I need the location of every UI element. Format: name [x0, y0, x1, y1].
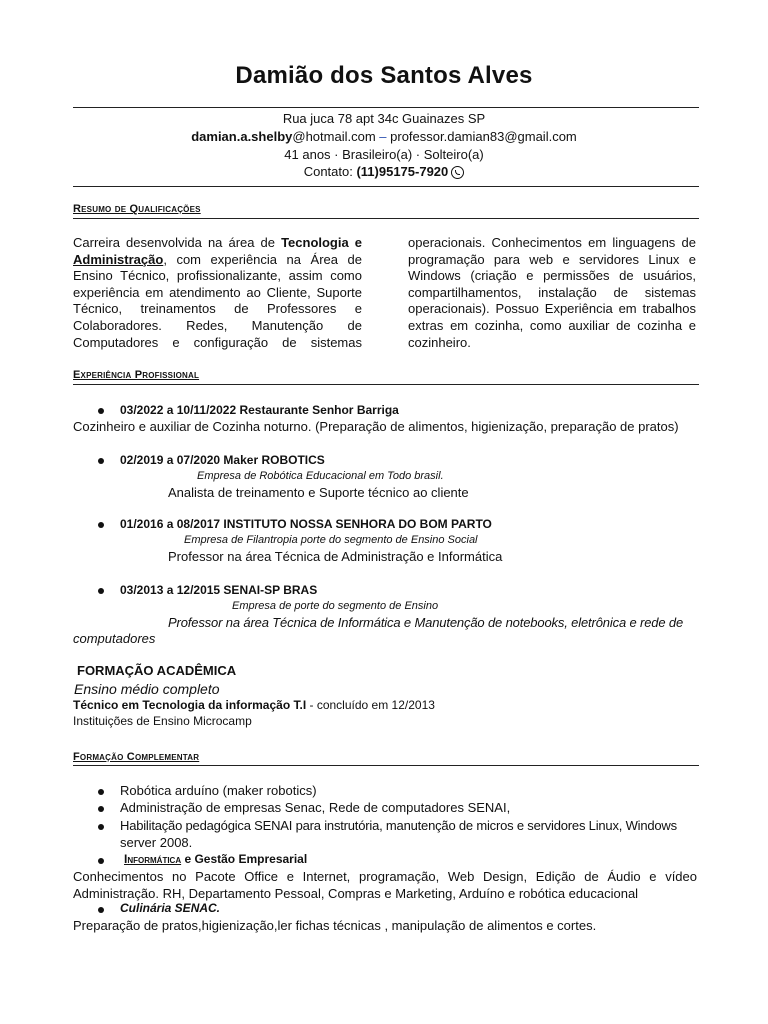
- summary-text: , com experiência na Área de: [163, 251, 362, 267]
- bullet-icon: [98, 408, 104, 414]
- email2[interactable]: professor.damian83@gmail.com: [390, 129, 577, 144]
- candidate-name: Damião dos Santos Alves: [235, 62, 533, 89]
- email1-user[interactable]: damian.a.shelby: [191, 129, 293, 144]
- summary-text: Ensino Técnico, profissionalizante, assim como: [73, 268, 362, 284]
- education-title: FORMAÇÃO ACADÊMICA: [77, 663, 237, 678]
- education-course: [73, 698, 435, 712]
- summary-rule: [73, 218, 699, 219]
- personal-info: 41 anos · Brasileiro(a) · Solteiro(a): [284, 147, 484, 162]
- list-item: Habilitação pedagógica SENAI para instrutória, manutenção de micros e servidores Linux, Windows: [120, 818, 677, 833]
- summary-text: cozinheiro.: [408, 334, 471, 350]
- summary-text: Colaboradores. Redes, Manutenção de: [73, 317, 362, 333]
- summary-text: Computadores e configuração de sistemas: [73, 334, 362, 350]
- informatica-subtitle: e Gestão Empresarial: [181, 852, 308, 866]
- contact-label: Contato:: [303, 164, 357, 179]
- job-heading: 03/2013 a 12/2015 SENAI-SP BRAS: [120, 583, 318, 597]
- culinary-heading: Culinária SENAC.: [120, 901, 221, 915]
- job-company: Empresa de Filantropia porte do segmento de Ensino Social: [184, 534, 478, 546]
- summary-text: compartilhamentos, instalação de sistemas: [408, 284, 696, 300]
- bullet-icon: [98, 588, 104, 594]
- summary-text: experiência em atendimento ao Cliente, Suporte: [73, 284, 362, 300]
- summary-keyword: Tecnologia e: [281, 235, 363, 250]
- job-company: Empresa de Robótica Educacional em Todo brasil.: [197, 470, 444, 482]
- email-separator: –: [379, 129, 387, 144]
- summary-text: Técnico, treinamentos de Professores e: [73, 301, 362, 317]
- contact-phone[interactable]: (11)95175-7920: [356, 164, 449, 179]
- summary-column-1: [73, 235, 362, 351]
- job-heading: 01/2016 a 08/2017 INSTITUTO NOSSA SENHORA DO BOM PARTO: [120, 517, 492, 531]
- summary-text: Carreira desenvolvida na área de: [73, 235, 282, 250]
- summary-text: Windows (criação e permissões de usuários,: [408, 268, 696, 284]
- experience-title: Experiência Profissional: [73, 369, 200, 381]
- list-item-continued: server 2008.: [120, 835, 193, 850]
- bullet-icon: [98, 789, 104, 795]
- job-role: Professor na área Técnica de Administração e Informática: [168, 549, 503, 564]
- whatsapp-icon: [451, 166, 464, 179]
- job-role-continued: computadores: [73, 631, 156, 646]
- bullet-icon: [98, 907, 104, 913]
- paragraph-line: Conhecimentos no Pacote Office e Internet, programação, Web Design, Edição de Áudio e vídeo: [73, 869, 697, 884]
- education-level: Ensino médio completo: [74, 681, 220, 697]
- bullet-icon: [98, 806, 104, 812]
- informatica-heading: [124, 852, 307, 866]
- informatica-title: Informática: [124, 852, 182, 866]
- address: Rua juca 78 apt 34c Guainazes SP: [282, 111, 486, 126]
- header-top-rule: [73, 107, 699, 108]
- paragraph-line: Administração. RH, Departamento Pessoal, Compras e Marketing, Arduíno e robótica educacional: [73, 885, 639, 901]
- experience-rule: [73, 384, 699, 385]
- job-heading: 02/2019 a 07/2020 Maker ROBOTICS: [120, 453, 325, 467]
- summary-title: Resumo de Qualificações: [73, 203, 201, 215]
- job-description: Cozinheiro e auxiliar de Cozinha noturno. (Preparação de alimentos, higienização, preparação de pratos): [73, 419, 679, 434]
- education-institution: Instituições de Ensino Microcamp: [73, 714, 252, 728]
- email1-domain[interactable]: @hotmail.com: [292, 129, 376, 144]
- contact-line: [0, 163, 768, 181]
- list-item: Robótica arduíno (maker robotics): [120, 783, 317, 798]
- bullet-icon: [98, 824, 104, 830]
- summary-column-2: [408, 235, 696, 351]
- complementary-title: Formação Complementar: [73, 751, 200, 763]
- list-item: Administração de empresas Senac, Rede de computadores SENAI,: [120, 800, 511, 815]
- bullet-icon: [98, 522, 104, 528]
- job-heading: 03/2022 a 10/11/2022 Restaurante Senhor Barriga: [120, 403, 399, 417]
- job-role: Analista de treinamento e Suporte técnico ao cliente: [168, 485, 469, 500]
- summary-keyword: Administração: [73, 251, 164, 267]
- informatica-text: [73, 869, 697, 902]
- job-company: Empresa de porte do segmento de Ensino: [232, 600, 439, 612]
- summary-text: operacionais. Conhecimentos em linguagens de: [408, 235, 696, 250]
- bullet-icon: [98, 858, 104, 864]
- summary-text: extras em cozinha, como auxiliar de cozinha e: [408, 317, 696, 333]
- header-bottom-rule: [73, 186, 699, 187]
- summary-text: programação para web e servidores Linux e: [408, 251, 696, 267]
- culinary-text: Preparação de pratos,higienização,ler fichas técnicas , manipulação de alimentos e cortes.: [73, 918, 597, 933]
- bullet-icon: [98, 458, 104, 464]
- course-name: Técnico em Tecnologia da informação T.I: [73, 698, 307, 712]
- summary-text: operacionais). Possuo Experiência em trabalhos: [408, 301, 696, 317]
- course-status: - concluído em 12/2013: [306, 698, 435, 712]
- email-line: [0, 128, 768, 146]
- complementary-rule: [73, 765, 699, 766]
- job-role: Professor na área Técnica de Informática e Manutenção de notebooks, eletrônica e rede de: [168, 615, 684, 630]
